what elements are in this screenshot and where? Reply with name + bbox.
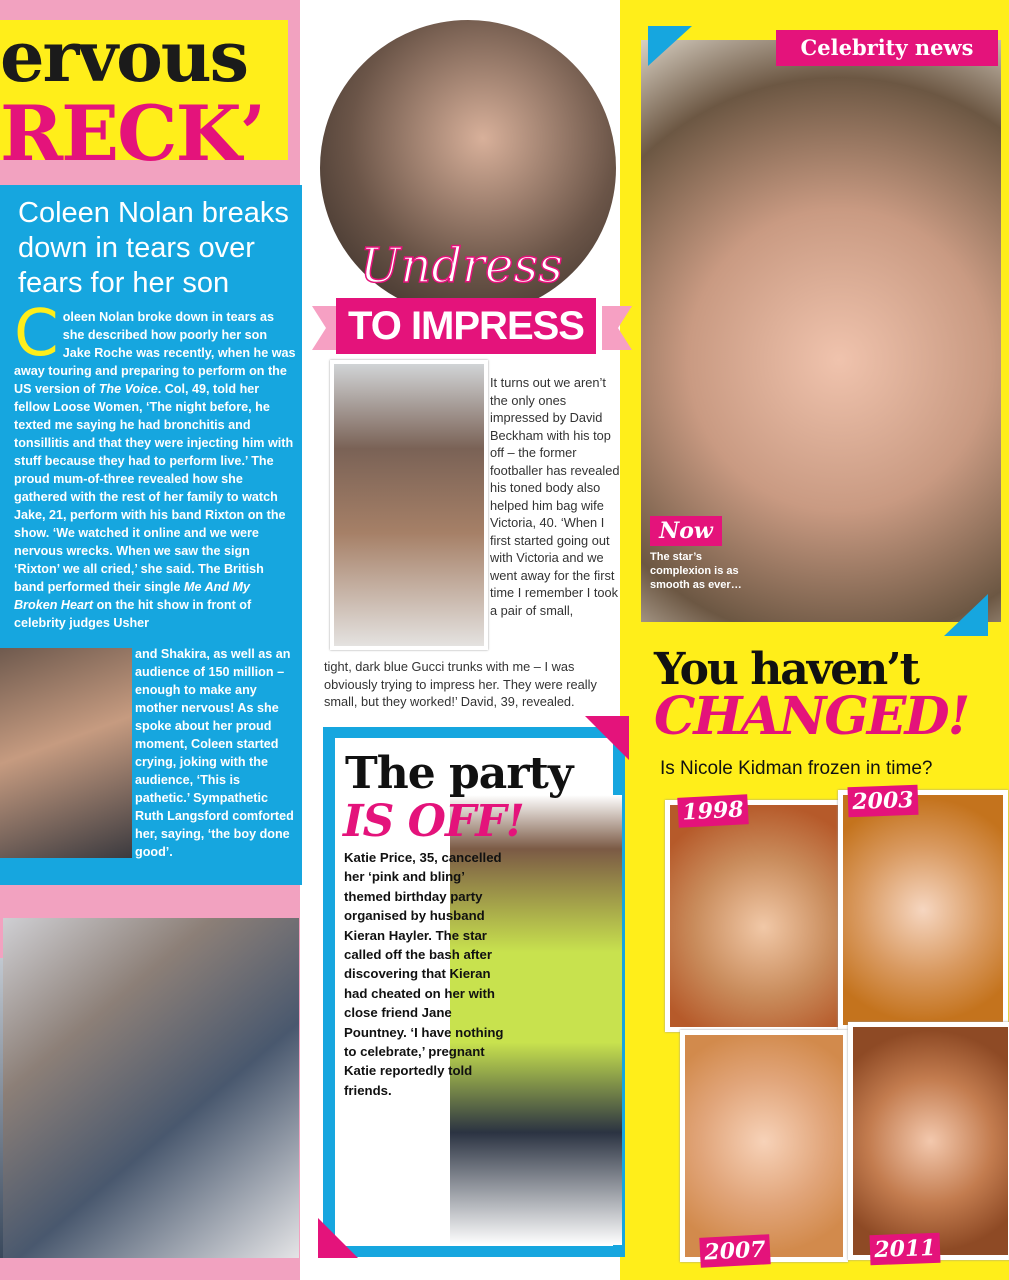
now-label: Now: [650, 516, 722, 546]
story-body: Coleen Nolan broke down in tears as she described how poorly her son Jake Roche was recently, when he was away touring and preparing to perform on the US version of The Voice. Col, 49, told her fellow Loose Women, ‘The night before, he texted me saying he had bronchitis and tonsillitis and that they were injecting him with stuff because they had to perform live.’ The proud mum-of-three revealed how she gathered with the rest of her family to watch Jake, 21, perform with his band Rixton on the show. ‘We watched it online and we were nervous wrecks. When we saw the sign ‘Rixton’ we all cried,’ she said. The British band performed their single Me And My Broken Heart on the hit show in front of celebrity judges Usher: [14, 297, 296, 630]
story-body-continued: and Shakira, as well as an audience of 150 million – enough to make any mother nervous! As she spoke about her proud moment, Coleen started crying, joking with the audience, ‘This is pathetic.’ Sympathetic Ruth Langsford comforted her, saying, ‘the boy done good’.: [135, 647, 294, 859]
photo-jake-portrait: [3, 918, 299, 1258]
story-body: Katie Price, 35, cancelled her ‘pink and bling’ themed birthday party organised by husband Kieran Hayler. The star called off the bash after discovering that Kieran had cheated on her with close friend Jane Pountney. ‘I have nothing to celebrate,’ pregnant Katie reportedly told friends.: [344, 850, 504, 1098]
headline-line2: RECK’: [0, 89, 265, 178]
story-subheading: Coleen Nolan breaks down in tears over fears for her son: [18, 197, 289, 299]
corner-triangle: [585, 716, 629, 760]
year-label: 1998: [677, 794, 748, 828]
photo-david-beckham: [330, 360, 488, 650]
script-title: Undress: [360, 238, 563, 294]
story-body: It turns out we aren’t the only ones impressed by David Beckham with his top off – the former footballer has revealed his toned body also helped him bag wife Victoria, 40. ‘When I first started going out with Victoria and we went away for the first time I remember I took a pair of small,: [490, 375, 620, 618]
story-body-continued: tight, dark blue Gucci trunks with me – I was obviously trying to impress her. They were really small, but they worked!’ David, 39, revealed.: [324, 659, 597, 709]
headline-line1: The party: [345, 748, 573, 799]
corner-triangle: [944, 594, 988, 636]
headline-line1: ervous: [0, 15, 248, 98]
headline-line1: You haven’t: [654, 644, 918, 695]
year-label: 2003: [847, 785, 918, 817]
corner-triangle: [318, 1218, 358, 1258]
photo-nicole-1998: [665, 800, 845, 1032]
drop-cap: C: [14, 297, 59, 371]
photo-nicole-2007: [680, 1030, 848, 1262]
now-caption: The star’s complexion is as smooth as ever…: [650, 551, 742, 591]
photo-nicole-2011: [848, 1022, 1009, 1260]
section-tag: Celebrity news: [776, 30, 998, 66]
headline-line2: IS OFF!: [343, 796, 524, 847]
photo-jake-singing: [0, 648, 132, 858]
story-subheading: Is Nicole Kidman frozen in time?: [660, 758, 933, 779]
banner-title: TO IMPRESS: [336, 298, 596, 354]
headline-line2: CHANGED!: [654, 686, 969, 747]
year-label: 2011: [869, 1233, 940, 1265]
year-label: 2007: [699, 1234, 770, 1268]
photo-nicole-2003: [838, 790, 1008, 1030]
corner-triangle: [648, 26, 692, 66]
